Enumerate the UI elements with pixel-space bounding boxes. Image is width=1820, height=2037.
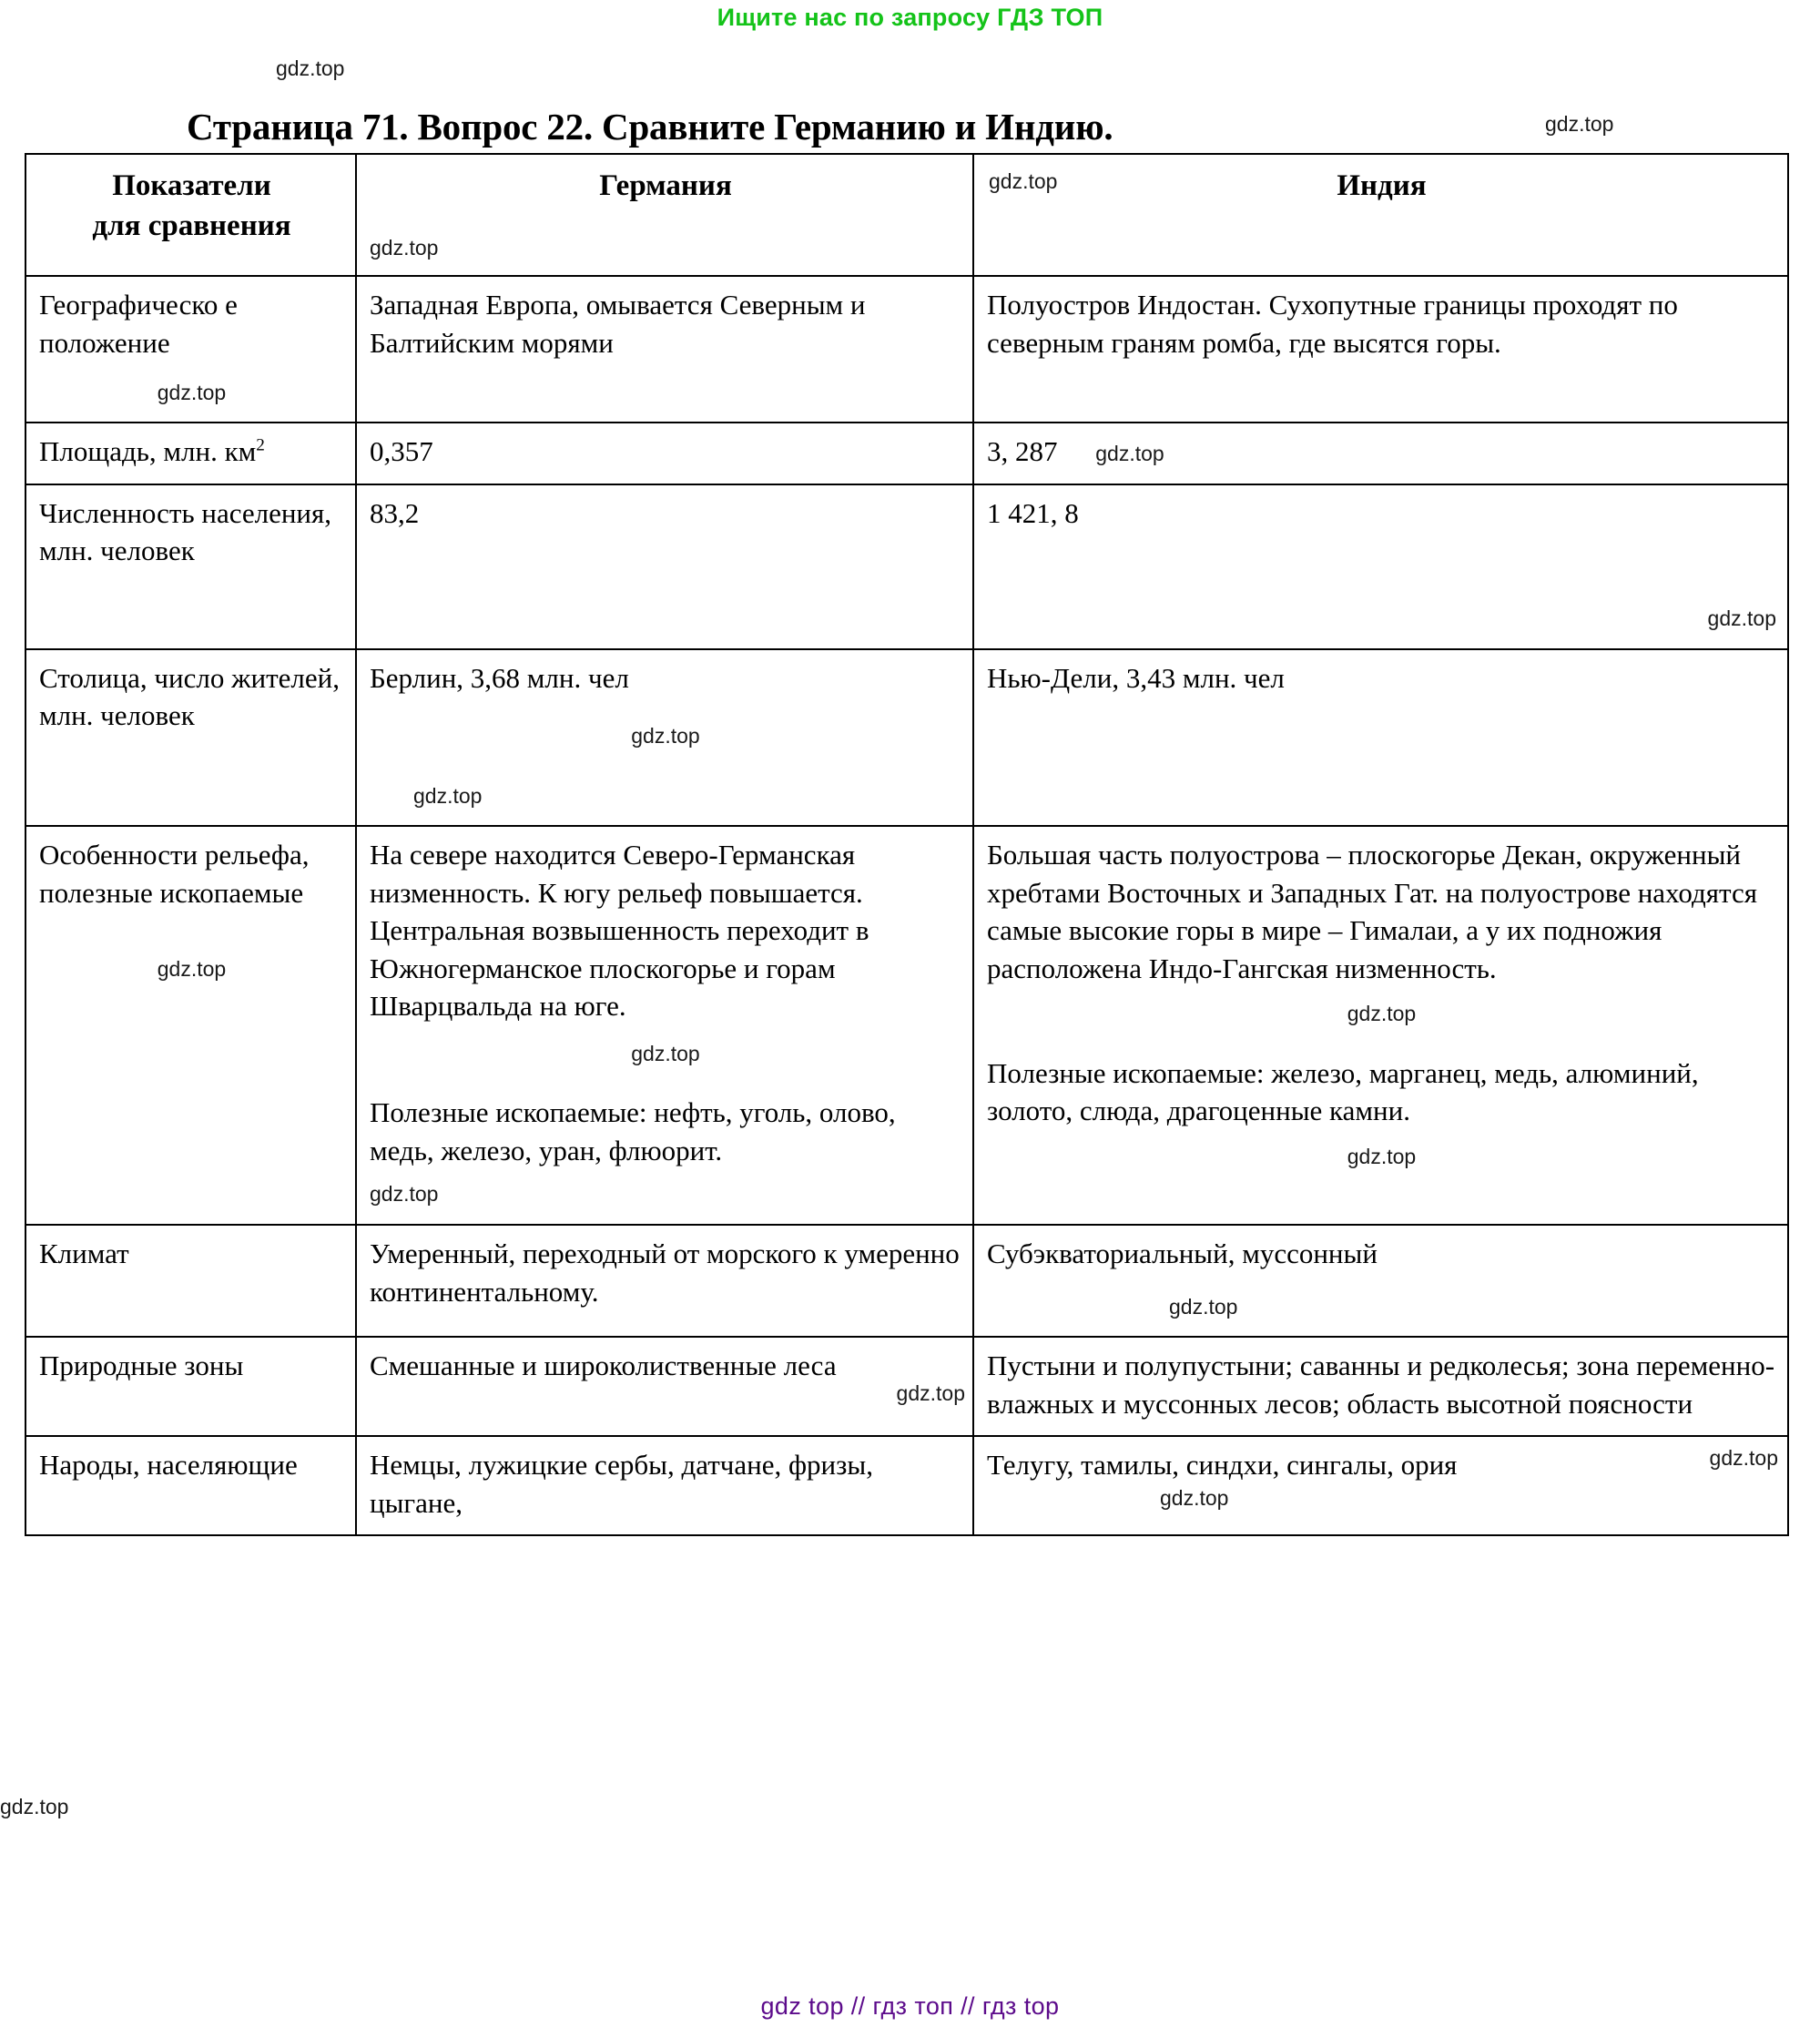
cell-india-area-value: 3, 287 [987,435,1058,468]
cell-india-minerals-text: Полезные ископаемые: железо, марганец, медь, алюминий, золото, слюда, драгоценные камни. [987,1056,1699,1127]
cell-germany-peoples: Немцы, лужицкие сербы, датчане, фризы, цыгане, [356,1436,973,1535]
cell-india-population [973,484,1788,649]
row-label-text: Особенности рельефа, полезные ископаемые [39,839,310,909]
cell-germany-relief-minerals [356,826,973,1225]
comparison-table [25,153,1789,1536]
cell-india-peoples-value: Телугу, тамилы, синдхи, сингалы, ория [987,1449,1458,1482]
watermark-gdz-top: gdz.top [276,56,345,80]
cell-germany-capital [356,649,973,827]
watermark-gdz-top: gdz.top [1347,1144,1417,1168]
column-header-parameters-line1: Показатели [112,169,271,202]
column-header-parameters-line2: для сравнения [92,209,291,243]
row-label-natural-zones: Природные зоны [25,1337,356,1436]
watermark-gdz-top: gdz.top [370,1182,439,1207]
cell-india-climate-value: Субэкваториальный, муссонный [987,1237,1378,1269]
cell-india-natural-zones: Пустыни и полупустыни; саванны и редколесья; зона переменно-влажных и муссонных лесов; область высотной поясности [973,1337,1788,1436]
table-row [25,1337,1788,1436]
column-header-parameters [25,154,356,276]
cell-germany-area: 0,357 [356,423,973,484]
watermark-gdz-top: gdz.top [157,380,227,404]
cell-india-relief-text: Большая часть полуострова – плоскогорье Декан, окруженный хребтами Восточных и Западных Гат. на полуострове находятся самые высокие горы в мире – Гималаи, а у их подножия расположена Индо-Гангская низменность. [987,839,1757,984]
row-label-relief-minerals [25,826,356,1225]
cell-germany-relief-text: На севере находится Северо-Германская низменность. К югу рельеф повышается. Центральная возвышенность переходит в Южногерманское плоскогорье и горам Шварцвальда на юге. [370,839,869,1023]
cell-germany-geo-position: Западная Европа, омывается Северным и Балтийским морями [356,276,973,423]
table-row [25,484,1788,649]
watermark-gdz-top: gdz.top [1095,442,1164,466]
promo-banner: Ищите нас по запросу ГДЗ ТОП [717,4,1103,31]
table-row [25,1225,1788,1337]
row-label-capital: Столица, число жителей, млн. человек [25,649,356,827]
table-header-row [25,154,1788,276]
column-header-india-label: Индия [1337,169,1427,202]
table-row [25,649,1788,827]
watermark-gdz-top: gdz.top [1709,1446,1778,1471]
watermark-gdz-top: gdz.top [631,724,700,749]
table-row [25,423,1788,484]
row-label-text: Географическо е положение [39,289,238,359]
row-label-peoples: Народы, населяющие [25,1436,356,1535]
watermark-gdz-top: gdz.top [413,783,483,808]
table-row [25,276,1788,423]
watermark-gdz-top: gdz.top [631,1041,700,1065]
watermark-gdz-top: gdz.top [1160,1486,1229,1511]
cell-india-area [973,423,1788,484]
site-footer: gdz top // гдз топ // гдз top [760,1992,1060,2020]
watermark-gdz-top: gdz.top [1169,1294,1238,1319]
watermark-gdz-top: gdz.top [1347,1002,1417,1026]
superscript-two: 2 [256,435,265,455]
column-header-germany [356,154,973,276]
watermark-gdz-top: gdz.top [989,169,1058,193]
cell-india-relief-minerals [973,826,1788,1225]
watermark-gdz-top: gdz.top [896,1381,965,1406]
page-title: Страница 71. Вопрос 22. Сравните Германию и Индию. [187,106,1113,148]
cell-germany-minerals-text: Полезные ископаемые: нефть, уголь, олово, медь, железо, уран, флюорит. [370,1096,896,1166]
row-label-climate: Климат [25,1225,356,1337]
cell-india-geo-position: Полуостров Индостан. Сухопутные границы проходят по северным граням ромба, где высятся горы. [973,276,1788,423]
cell-germany-population: 83,2 [356,484,973,649]
cell-india-peoples [973,1436,1788,1535]
watermark-gdz-top: gdz.top [370,236,439,260]
watermark-gdz-top: gdz.top [0,1795,69,1818]
cell-india-population-value: 1 421, 8 [987,496,1079,529]
cell-germany-natural-zones-value: Смешанные и широколиственные леса [370,1350,837,1382]
row-label-population: Численность населения, млн. человек [25,484,356,649]
cell-india-capital: Нью-Дели, 3,43 млн. чел [973,649,1788,827]
row-label-geo-position [25,276,356,423]
table-row [25,1436,1788,1535]
cell-germany-natural-zones [356,1337,973,1436]
cell-germany-climate: Умеренный, переходный от морского к умеренно континентальному. [356,1225,973,1337]
column-header-india [973,154,1788,276]
column-header-germany-label: Германия [599,169,732,202]
row-label-text: Площадь, млн. км [39,435,257,468]
watermark-gdz-top: gdz.top [1545,112,1614,136]
watermark-gdz-top: gdz.top [1707,606,1776,631]
row-label-area [25,423,356,484]
watermark-gdz-top: gdz.top [157,957,227,982]
cell-germany-capital-value: Берлин, 3,68 млн. чел [370,661,629,694]
cell-india-climate [973,1225,1788,1337]
table-row [25,826,1788,1225]
